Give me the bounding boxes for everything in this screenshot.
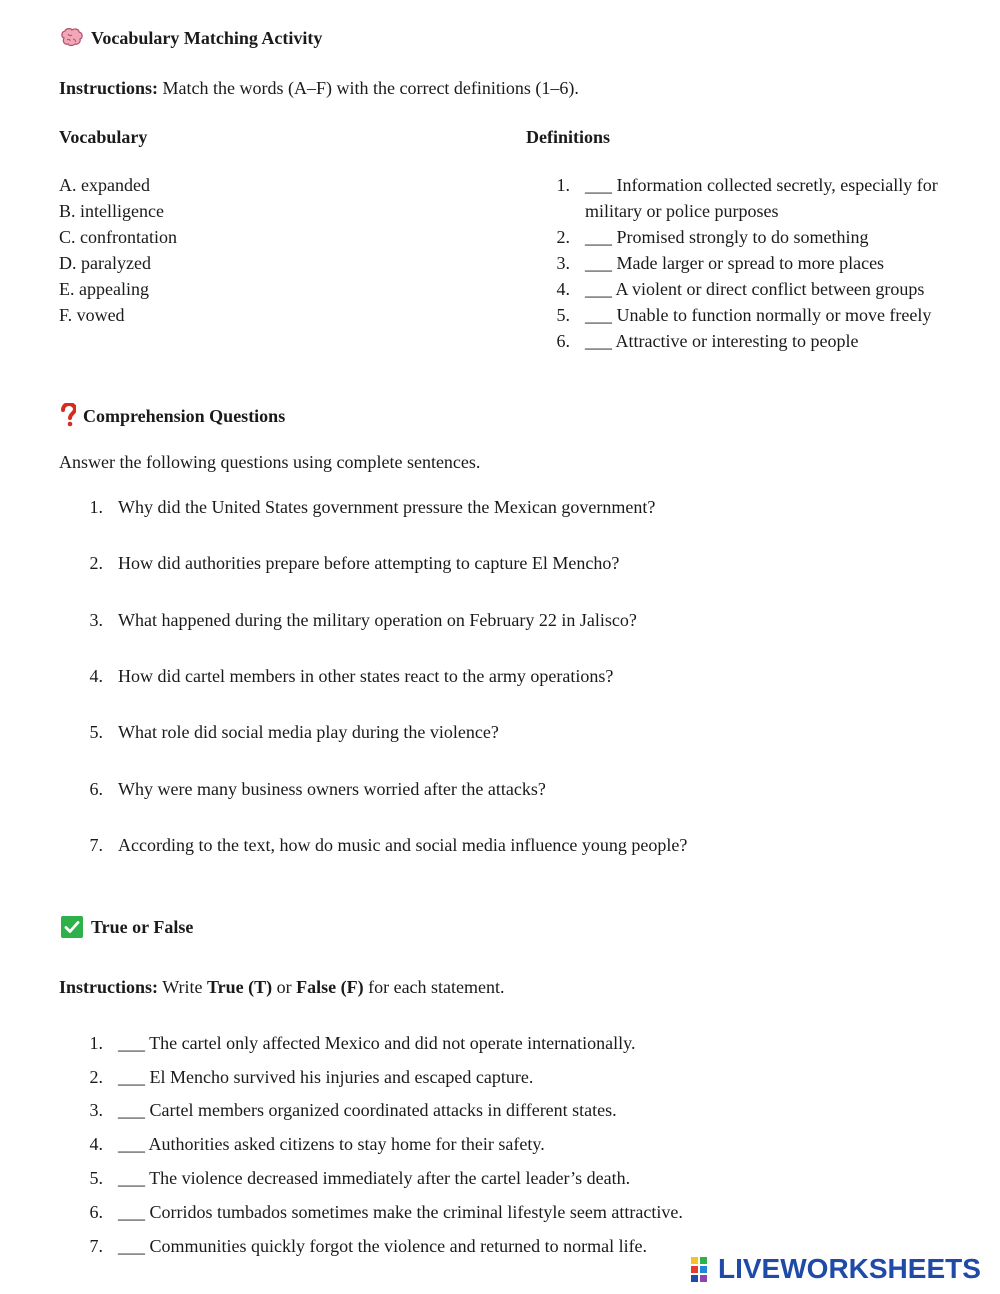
liveworksheets-logo-text: LIVEWORKSHEETS — [718, 1253, 981, 1284]
vocab-instructions — [59, 78, 579, 99]
vocab-word: B. intelligence — [59, 201, 164, 221]
definition-text: ___ Unable to function normally or move freely — [585, 305, 932, 325]
question-text: Why were many business owners worried after the attacks? — [118, 779, 546, 799]
definition-text: ___ Attractive or interesting to people — [585, 331, 859, 351]
definition-number: 1. — [556, 175, 570, 195]
question-number: 2. — [89, 553, 103, 573]
statement-text: ___ Authorities asked citizens to stay home for their safety. — [118, 1134, 545, 1154]
comprehension-title: Comprehension Questions — [83, 406, 286, 426]
question-number: 4. — [89, 666, 103, 686]
question-mark-icon — [60, 403, 76, 427]
check-mark-icon — [61, 916, 83, 938]
statement-text: ___ Communities quickly forgot the violence and returned to normal life. — [118, 1236, 648, 1256]
question-number: 3. — [89, 610, 103, 630]
question-number: 6. — [89, 779, 103, 799]
definition-number: 6. — [556, 331, 570, 351]
brain-icon — [60, 27, 84, 49]
vocab-section-title: Vocabulary Matching Activity — [91, 28, 323, 48]
true-false-title: True or False — [91, 917, 194, 937]
definition-text: ___ Made larger or spread to more places — [585, 253, 885, 273]
definition-number: 2. — [556, 227, 570, 247]
statement-text: ___ Cartel members organized coordinated attacks in different states. — [118, 1100, 617, 1120]
definition-text-cont: military or police purposes — [585, 201, 779, 221]
vocab-word: C. confrontation — [59, 227, 177, 247]
question-number: 7. — [89, 835, 103, 855]
definition-text: ___ Promised strongly to do something — [585, 227, 869, 247]
instr-or: or — [272, 977, 297, 997]
instr-true: True (T) — [206, 977, 273, 997]
question-number: 1. — [89, 497, 103, 517]
statement-text: ___ The violence decreased immediately after the cartel leader’s death. — [118, 1168, 631, 1188]
statement-text: ___ The cartel only affected Mexico and did not operate internationally. — [118, 1033, 636, 1053]
definition-number: 4. — [556, 279, 570, 299]
instructions-text: Match the words (A–F) with the correct definitions (1–6). — [158, 78, 579, 98]
question-text: How did authorities prepare before attempting to capture El Mencho? — [118, 553, 620, 573]
instructions-label: Instructions: — [59, 78, 159, 98]
definition-text: ___ A violent or direct conflict between groups — [585, 279, 925, 299]
statement-text: ___ El Mencho survived his injuries and escaped capture. — [118, 1067, 534, 1087]
statement-number: 4. — [89, 1134, 103, 1154]
vocabulary-header: Vocabulary — [59, 127, 148, 147]
vocab-word: D. paralyzed — [59, 253, 151, 273]
liveworksheets-logo-icon — [690, 1256, 716, 1282]
instr-false: False (F) — [296, 977, 364, 997]
vocab-word: A. expanded — [59, 175, 150, 195]
question-text: Why did the United States government pressure the Mexican government? — [118, 497, 656, 517]
true-false-instructions — [59, 977, 505, 998]
question-text: What happened during the military operation on February 22 in Jalisco? — [118, 610, 637, 630]
question-text: How did cartel members in other states react to the army operations? — [118, 666, 614, 686]
statement-number: 2. — [89, 1067, 103, 1087]
comprehension-intro: Answer the following questions using complete sentences. — [59, 452, 481, 472]
vocab-word: E. appealing — [59, 279, 149, 299]
statement-number: 6. — [89, 1202, 103, 1222]
definitions-header: Definitions — [526, 127, 611, 147]
instr-end: for each statement. — [363, 977, 505, 997]
question-text: According to the text, how do music and social media influence young people? — [118, 835, 688, 855]
statement-number: 5. — [89, 1168, 103, 1188]
question-text: What role did social media play during the violence? — [118, 722, 499, 742]
statement-number: 1. — [89, 1033, 103, 1053]
definition-number: 5. — [556, 305, 570, 325]
statement-text: ___ Corridos tumbados sometimes make the criminal lifestyle seem attractive. — [118, 1202, 683, 1222]
instructions-label: Instructions: — [59, 977, 159, 997]
instr-write: Write — [158, 977, 207, 997]
vocab-word: F. vowed — [59, 305, 125, 325]
statement-number: 3. — [89, 1100, 103, 1120]
statement-number: 7. — [89, 1236, 103, 1256]
definition-text: ___ Information collected secretly, especially for — [585, 175, 938, 195]
liveworksheets-logo[interactable] — [690, 1254, 981, 1284]
question-number: 5. — [89, 722, 103, 742]
definition-number: 3. — [556, 253, 570, 273]
